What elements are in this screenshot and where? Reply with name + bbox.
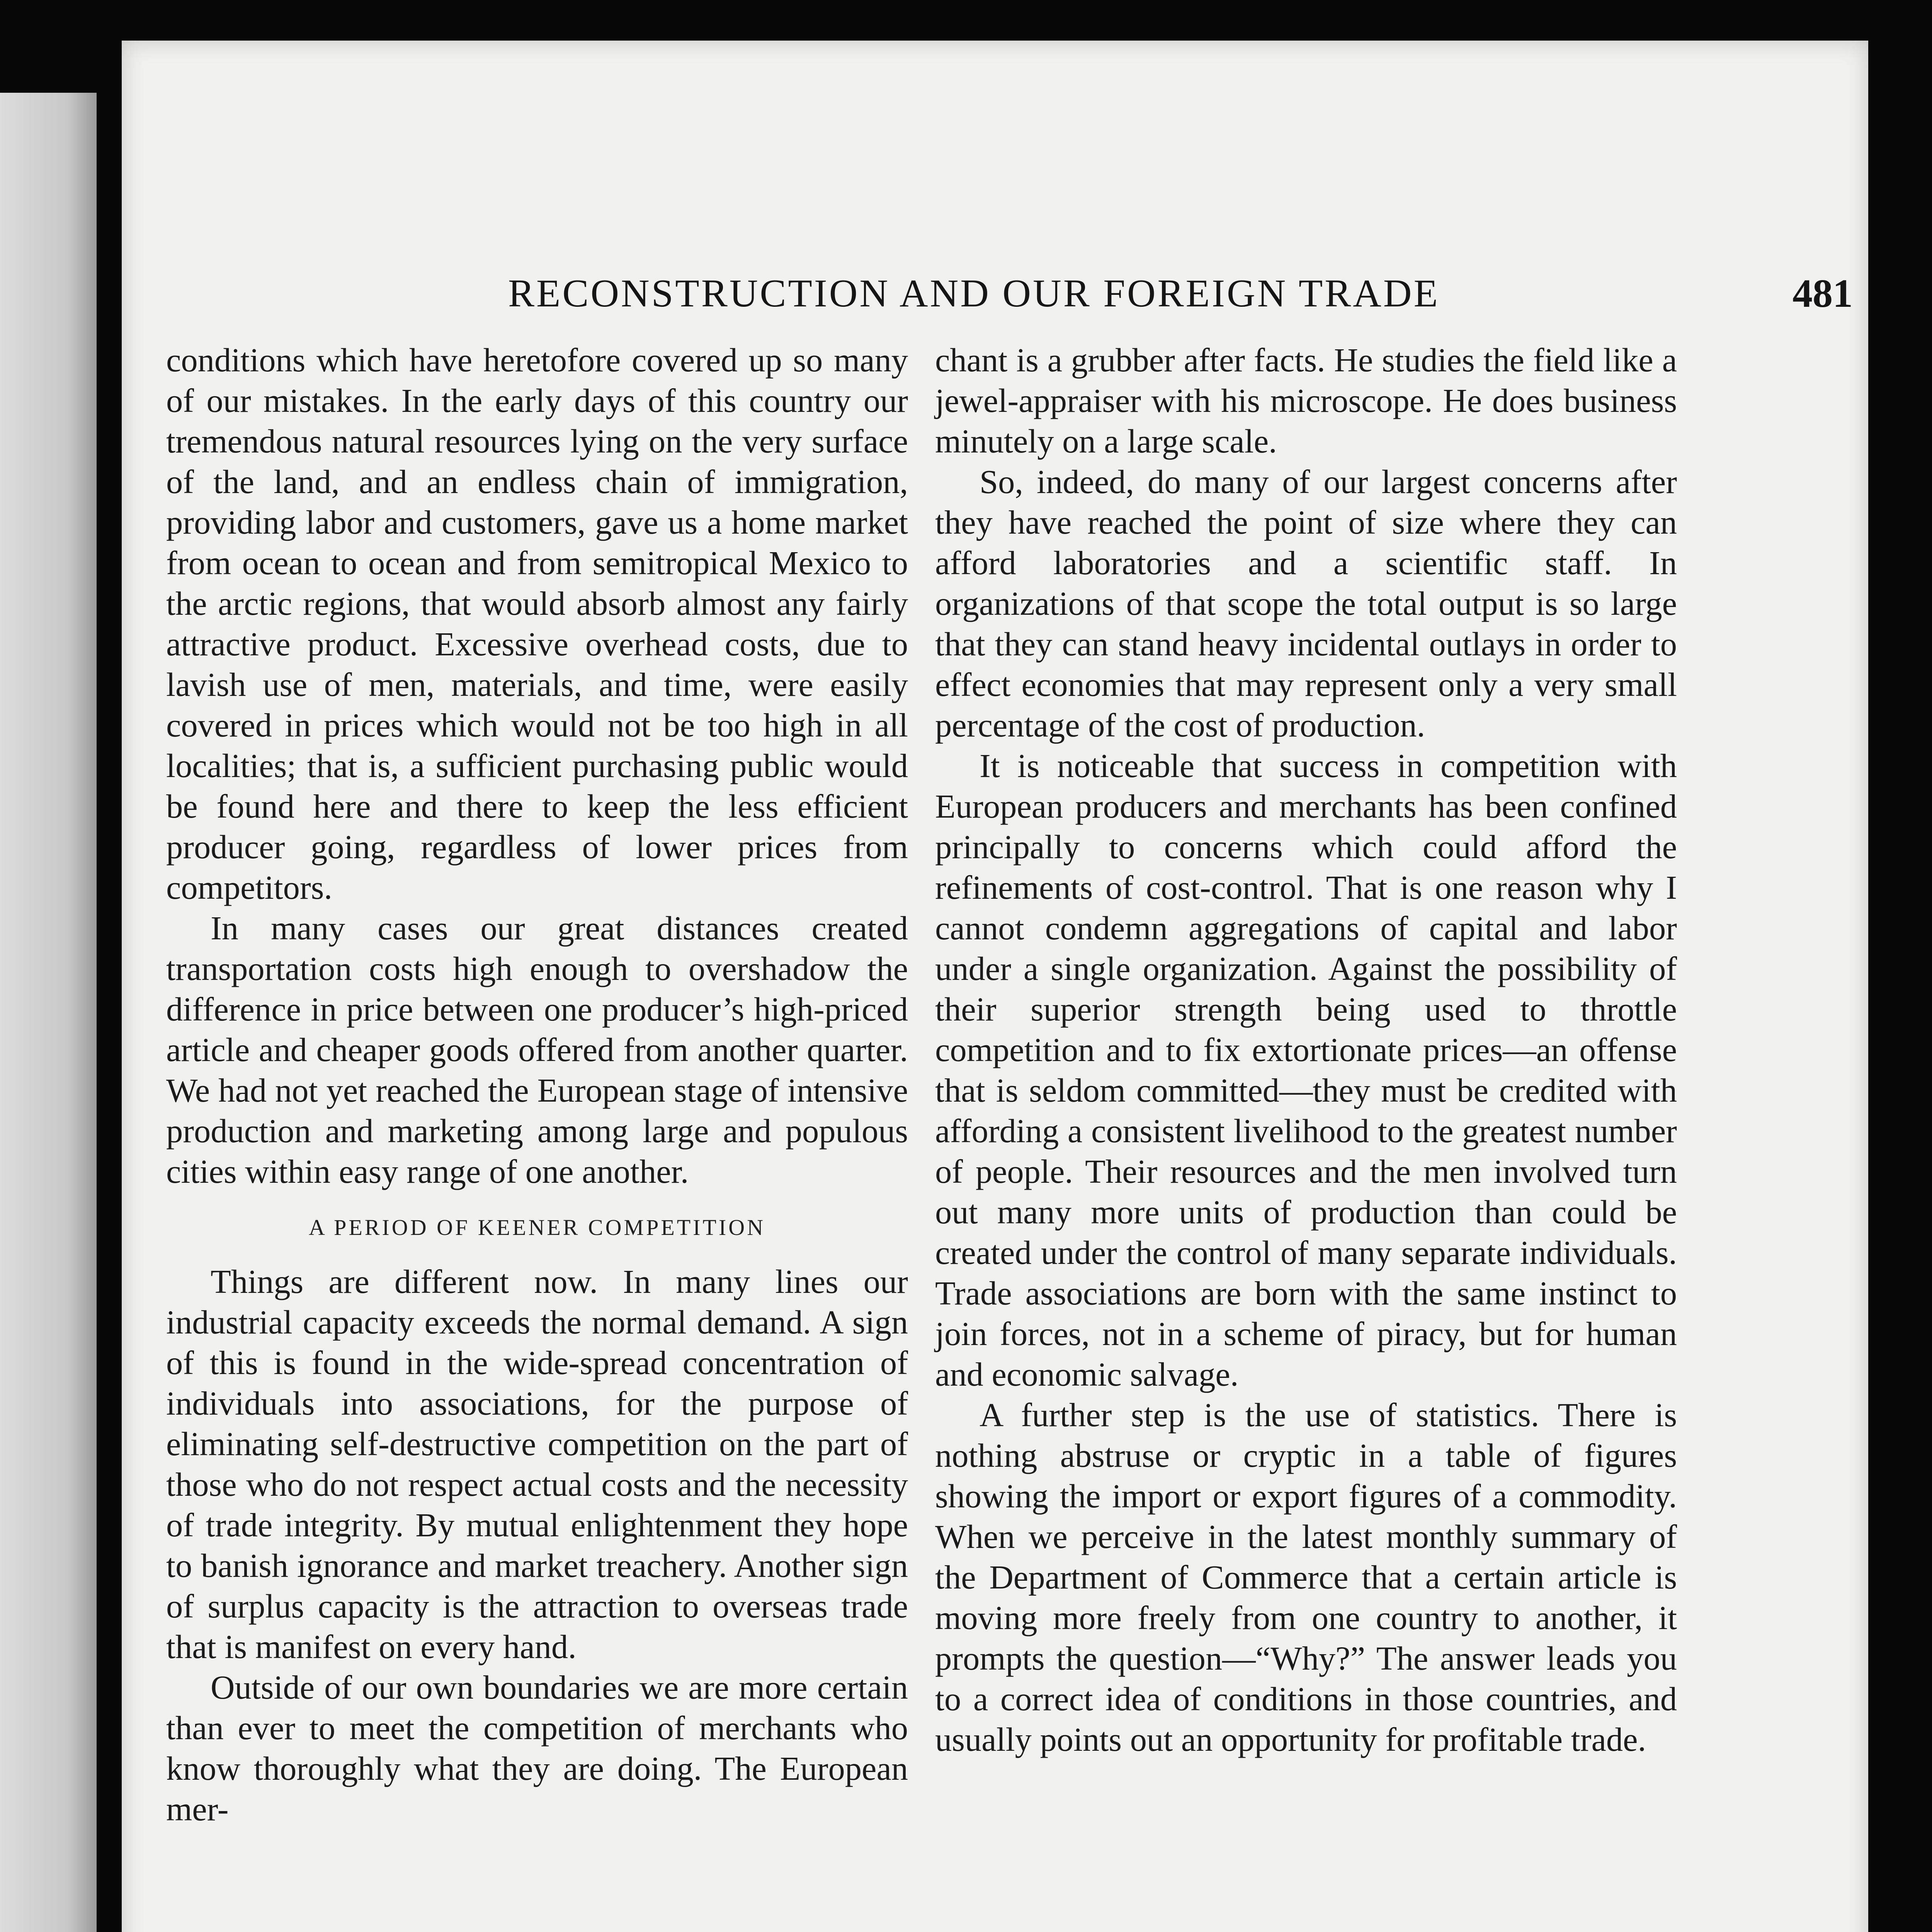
paragraph: In many cases our great distances created transportation costs high enough to overshadow the difference in price between one producer’s high-priced article and cheaper goods offered from another quarter. We had not yet reached the European stage of intensive production and marketing among large and populous cities within easy range of one another. (166, 910, 908, 1190)
paragraph: chant is a grubber after facts. He studies the field like a jewel-appraiser with his microscope. He does business minutely on a large scale. (935, 342, 1677, 460)
previous-page-edge (0, 93, 97, 1932)
header-title: RECONSTRUCTION AND OUR FOREIGN TRADE (508, 272, 1440, 315)
running-head (122, 265, 1868, 323)
paragraph: Outside of our own boundaries we are more certain than ever to meet the competition of merchants who know thoroughly what they are doing. The European mer- (166, 1669, 908, 1828)
left-column (166, 340, 908, 1830)
paragraph: conditions which have heretofore covered up so many of our mistakes. In the early days of this country our tremendous natural resources lying on the very surface of the land, and an endless chain of immigration, providing labor and customers, gave us a home market from ocean to ocean and from semitropical Mexico to the arctic regions, that would absorb almost any fairly attractive product. Excessive overhead costs, due to lavish use of men, materials, and time, were easily covered in prices which would not be too high in all localities; that is, a sufficient purchasing public would be found here and there to keep the less efficient producer going, regardless of lower prices from competitors. (166, 342, 908, 906)
paragraph: A further step is the use of statistics. There is nothing abstruse or cryptic in a table of figures showing the import or export figures of a commodity. When we perceive in the latest monthly summary of the Department of Commerce that a certain article is moving more freely from one country to another, it prompts the question—“Why?” The answer leads you to a correct idea of conditions in those countries, and usually points out an opportunity for profitable trade. (935, 1396, 1677, 1758)
page-number: 481 (1793, 271, 1853, 316)
section-heading: A PERIOD OF KEENER COMPETITION (308, 1215, 766, 1240)
right-column (935, 340, 1677, 1760)
paragraph: So, indeed, do many of our largest concerns after they have reached the point of size where they can afford laboratories and a scientific staff. In organizations of that scope the total output is so large that they can stand heavy incidental outlays in order to effect economies that may represent only a very small percentage of the cost of production. (935, 463, 1677, 744)
paragraph: Things are different now. In many lines our industrial capacity exceeds the normal demand. A sign of this is found in the wide-spread concentration of individuals into associations, for the purpose of eliminating self-destructive competition on the part of those who do not respect actual costs and the necessity of trade integrity. By mutual enlightenment they hope to banish ignorance and market treachery. Another sign of surplus capacity is the attraction to overseas trade that is manifest on every hand. (166, 1263, 908, 1665)
paragraph: It is noticeable that success in competition with European producers and merchants has been confined principally to concerns which could afford the refinements of cost-control. That is one reason why I cannot condemn aggregations of capital and labor under a single organization. Against the possibility of their superior strength being used to throttle competition and to fix extortionate prices—an offense that is seldom committed—they must be credited with affording a consistent livelihood to the greatest number of people. Their resources and the men involved turn out many more units of production than could be created under the control of many separate individuals. Trade associations are born with the same instinct to join forces, not in a scheme of piracy, but for human and economic salvage. (935, 747, 1677, 1393)
